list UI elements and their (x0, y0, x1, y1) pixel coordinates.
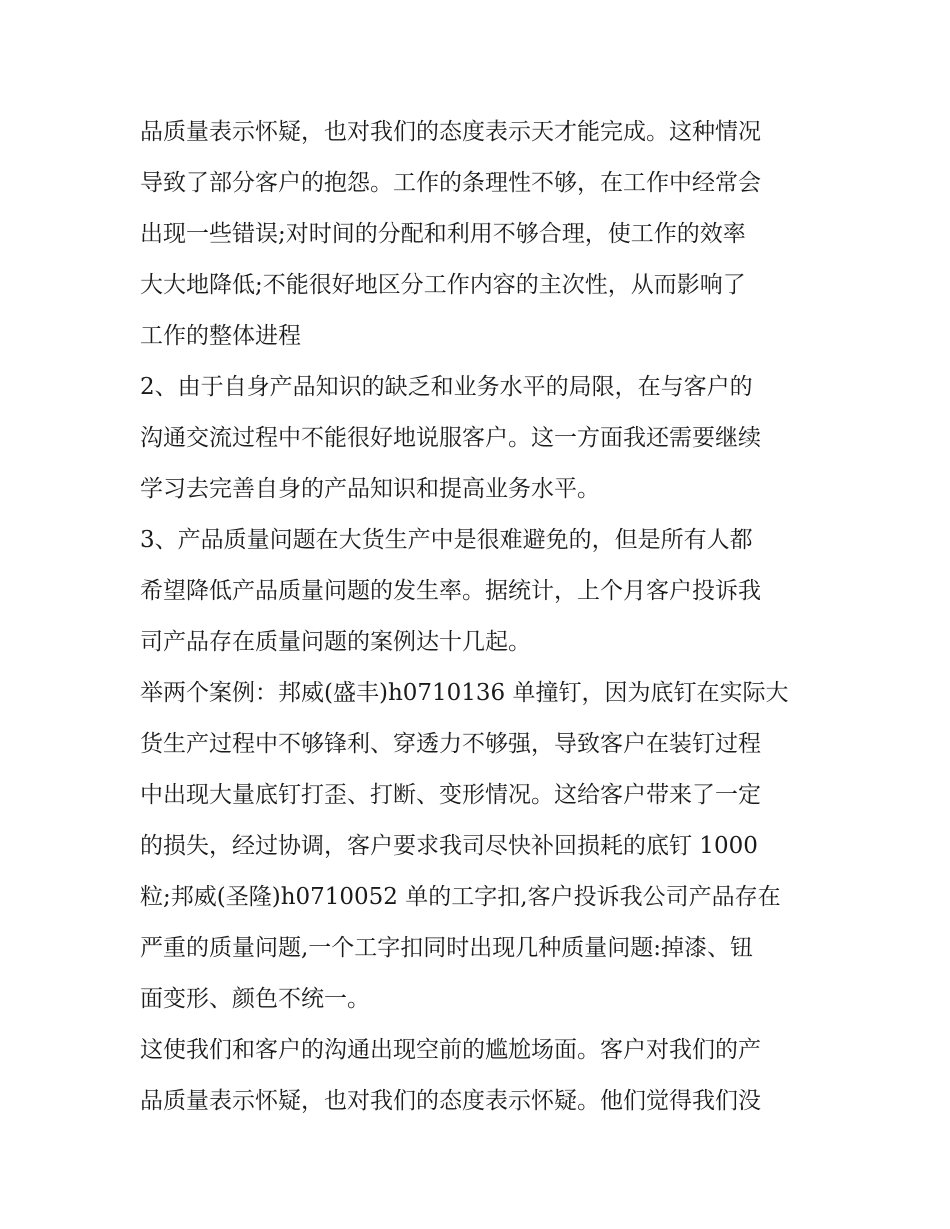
text-line: 希望降低产品质量问题的发生率。据统计，上个月客户投诉我 (140, 578, 761, 604)
text-line: 工作的整体进程 (140, 323, 301, 349)
text-line: 粒;邦威(圣隆)h0710052 单的工字扣,客户投诉我公司产品存在 (140, 884, 781, 910)
text-line: 沟通交流过程中不能很好地说服客户。这一方面我还需要继续 (140, 425, 761, 451)
text-line: 学习去完善自身的产品知识和提高业务水平。 (140, 476, 600, 502)
text-line: 严重的质量问题,一个工字扣同时出现几种质量问题:掉漆、钮 (140, 935, 754, 961)
text-line: 导致了部分客户的抱怨。工作的条理性不够，在工作中经常会 (140, 170, 761, 196)
text-line: 品质量表示怀疑，也对我们的态度表示怀疑。他们觉得我们没 (140, 1088, 761, 1114)
document-body (140, 107, 830, 1127)
text-line: 的损失，经过协调，客户要求我司尽快补回损耗的底钉 1000 (140, 833, 758, 859)
text-line: 2、由于自身产品知识的缺乏和业务水平的局限，在与客户的 (140, 374, 753, 400)
text-line: 这使我们和客户的沟通出现空前的尴尬场面。客户对我们的产 (140, 1037, 761, 1063)
text-line: 举两个案例：邦威(盛丰)h0710136 单撞钉，因为底钉在实际大 (140, 680, 789, 706)
text-line: 大大地降低;不能很好地区分工作内容的主次性，从而影响了 (140, 272, 746, 298)
text-line: 品质量表示怀疑，也对我们的态度表示天才能完成。这种情况 (140, 119, 761, 145)
text-line: 司产品存在质量问题的案例达十几起。 (140, 629, 531, 655)
text-line: 中出现大量底钉打歪、打断、变形情况。这给客户带来了一定 (140, 782, 761, 808)
text-line: 面变形、颜色不统一。 (140, 986, 370, 1012)
text-line: 出现一些错误;对时间的分配和利用不够合理，使工作的效率 (140, 221, 746, 247)
text-line: 3、产品质量问题在大货生产中是很难避免的，但是所有人都 (140, 527, 753, 553)
text-line: 货生产过程中不够锋利、穿透力不够强，导致客户在装钉过程 (140, 731, 761, 757)
